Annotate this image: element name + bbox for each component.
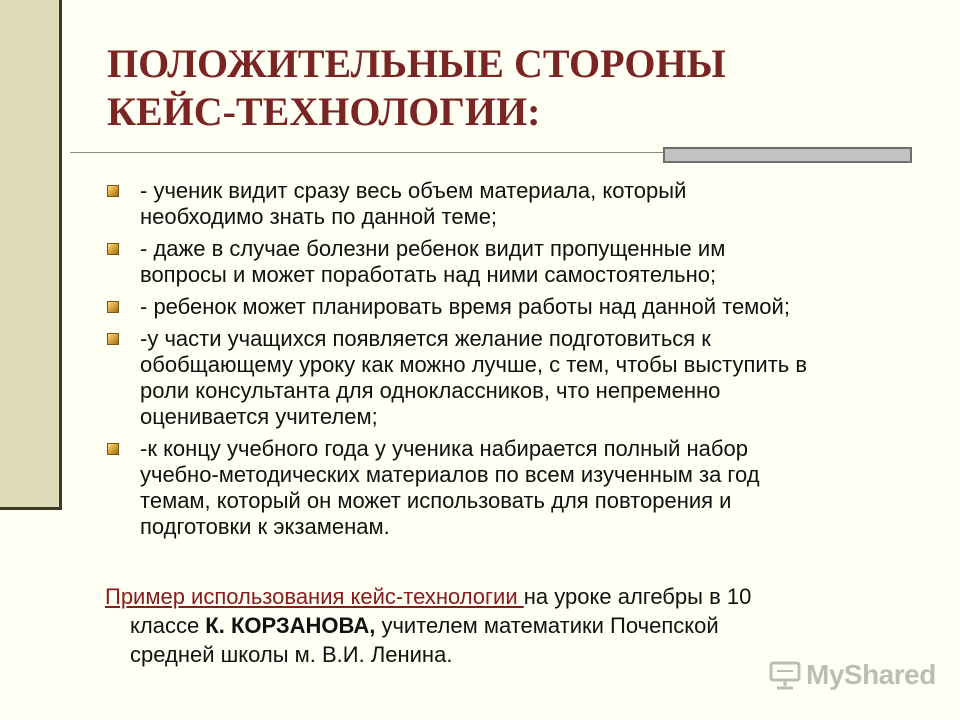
bullet-text-line: темам, который он может использовать для повторения и — [140, 488, 732, 513]
bullet-text-line: - даже в случае болезни ребенок видит пропущенные им — [140, 236, 726, 261]
presentation-board-icon — [768, 660, 802, 690]
bullet-text-line: учебно-методических материалов по всем изученным за год — [140, 462, 760, 487]
bullet-text-line: обобщающему уроку как можно лучше, с тем, чтобы выступить в — [140, 352, 808, 377]
square-bullet-icon — [107, 443, 119, 455]
bullet-text-line: вопросы и может поработать над ними самостоятельно; — [140, 262, 717, 287]
list-item — [105, 326, 945, 430]
list-item — [105, 178, 945, 230]
title-divider-box — [663, 147, 912, 163]
example-paragraph — [105, 582, 905, 669]
square-bullet-icon — [107, 185, 119, 197]
watermark-brand: MyShared — [806, 659, 936, 690]
list-item — [105, 436, 945, 540]
title-line-2: КЕЙС-ТЕХНОЛОГИИ: — [107, 89, 541, 134]
square-bullet-icon — [107, 333, 119, 345]
slide-title — [107, 40, 867, 136]
bullet-text-line: - ребенок может планировать время работы над данной темой; — [140, 294, 790, 319]
footer-line3: средней школы м. В.И. Ленина. — [130, 642, 453, 667]
bullet-text-line: роли консультанта для одноклассников, что непременно — [140, 378, 721, 403]
bullet-text-line: необходимо знать по данной теме; — [140, 204, 498, 229]
title-divider-line — [70, 152, 670, 153]
bullet-text-line: -к концу учебного года у ученика набирается полный набор — [140, 436, 748, 461]
example-link[interactable]: Пример использования кейс-технологии — [105, 584, 524, 609]
square-bullet-icon — [107, 301, 119, 313]
square-bullet-icon — [107, 243, 119, 255]
bullet-text-line: подготовки к экзаменам. — [140, 514, 390, 539]
side-decoration-bar — [0, 0, 62, 510]
bullet-text-line: оценивается учителем; — [140, 404, 378, 429]
list-item — [105, 294, 945, 320]
footer-line2-start: классе — [130, 613, 206, 638]
myshared-watermark — [768, 658, 936, 692]
bullet-text-line: - ученик видит сразу весь объем материала, который — [140, 178, 687, 203]
bullet-text-line: -у части учащихся появляется желание подготовиться к — [140, 326, 711, 351]
footer-line2-rest: учителем математики Почепской — [375, 613, 719, 638]
author-name: К. КОРЗАНОВА, — [205, 613, 376, 638]
list-item — [105, 236, 945, 288]
bullet-list — [105, 178, 945, 546]
footer-line1-rest: на уроке алгебры в 10 — [523, 584, 752, 609]
title-line-1: ПОЛОЖИТЕЛЬНЫЕ СТОРОНЫ — [107, 41, 726, 86]
